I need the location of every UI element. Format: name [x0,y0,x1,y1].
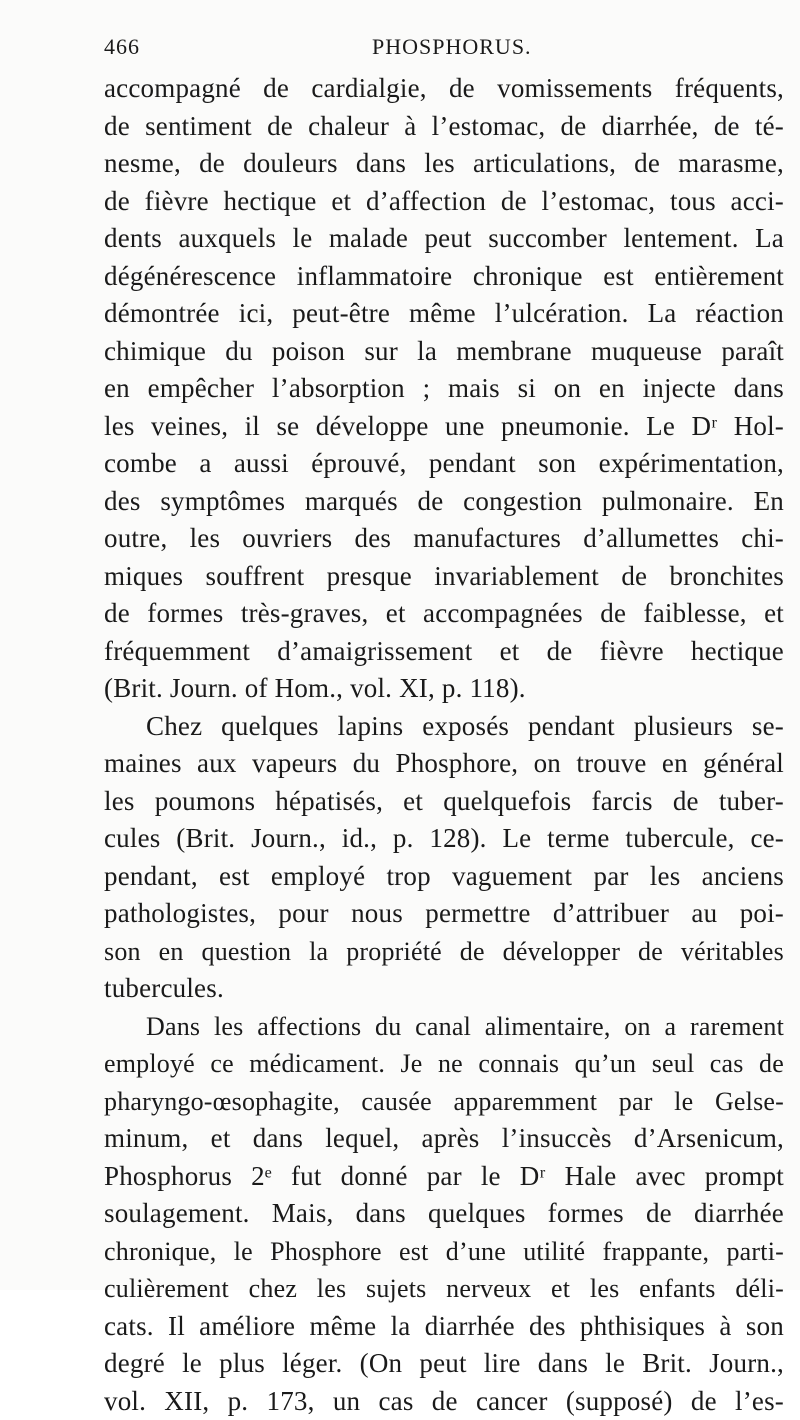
text-line: de formes très-graves, et accompagnées de faiblesse, et [104,595,784,633]
paragraph-first-line: Dans les affections du canal alimentaire, on a rarement [104,1008,784,1046]
text-line: les veines, il se développe une pneumonie. Le Dʳ Hol- [104,408,784,446]
page-header [104,32,784,62]
text-line: degré le plus léger. (On peut lire dans le Brit. Journ., [104,1345,784,1383]
text-line: soulagement. Mais, dans quelques formes de diarrhée [104,1195,784,1233]
text-line: des symptômes marqués de congestion pulmonaire. En [104,483,784,521]
text-line: nesme, de douleurs dans les articulations, de marasme, [104,145,784,183]
paragraph-last-line: (Brit. Journ. of Hom., vol. XI, p. 118). [104,670,784,708]
text-line: employé ce médicament. Je ne connais qu’un seul cas de [104,1045,784,1083]
text-line: démontrée ici, peut-être même l’ulcération. La réaction [104,295,784,333]
text-line: pharyngo-œsophagite, causée apparemment par le Gelse- [104,1083,784,1121]
text-line: pendant, est employé trop vaguement par les anciens [104,858,784,896]
text-line: dégénérescence inflammatoire chronique est entièrement [104,258,784,296]
text-line: cules (Brit. Journ., id., p. 128). Le terme tubercule, ce- [104,820,784,858]
text-line: cats. Il améliore même la diarrhée des phthisiques à son [104,1308,784,1346]
text-line: vol. XII, p. 173, un cas de cancer (supposé) de l’es- [104,1383,784,1420]
text-line: les poumons hépatisés, et quelquefois farcis de tuber- [104,783,784,821]
text-line: combe a aussi éprouvé, pendant son expérimentation, [104,445,784,483]
text-line: son en question la propriété de développer de véritables [104,933,784,971]
text-line: accompagné de cardialgie, de vomissements fréquents, [104,70,784,108]
text-line: minum, et dans lequel, après l’insuccès d’Arsenicum, [104,1120,784,1158]
text-line: de fièvre hectique et d’affection de l’estomac, tous acci- [104,183,784,221]
text-line: miques souffrent presque invariablement de bronchites [104,558,784,596]
text-line: pathologistes, pour nous permettre d’attribuer au poi- [104,895,784,933]
paragraph-first-line: Chez quelques lapins exposés pendant plusieurs se- [104,708,784,746]
text-line: en empêcher l’absorption ; mais si on en injecte dans [104,370,784,408]
text-line: chronique, le Phosphore est d’une utilité frappante, parti- [104,1233,784,1271]
text-line: maines aux vapeurs du Phosphore, on trouve en général [104,745,784,783]
text-line: chimique du poison sur la membrane muqueuse paraît [104,333,784,371]
running-head: PHOSPHORUS. [372,32,532,62]
page-number: 466 [104,32,140,62]
text-line: outre, les ouvriers des manufactures d’allumettes chi- [104,520,784,558]
text-line: Phosphorus 2ᵉ fut donné par le Dʳ Hale avec prompt [104,1158,784,1196]
text-line: fréquemment d’amaigrissement et de fièvre hectique [104,633,784,671]
text-line: culièrement chez les sujets nerveux et les enfants déli- [104,1270,784,1308]
text-line: de sentiment de chaleur à l’estomac, de diarrhée, de té- [104,108,784,146]
body-text [104,70,784,1420]
text-line: dents auxquels le malade peut succomber lentement. La [104,220,784,258]
paragraph-last-line: tubercules. [104,970,784,1008]
